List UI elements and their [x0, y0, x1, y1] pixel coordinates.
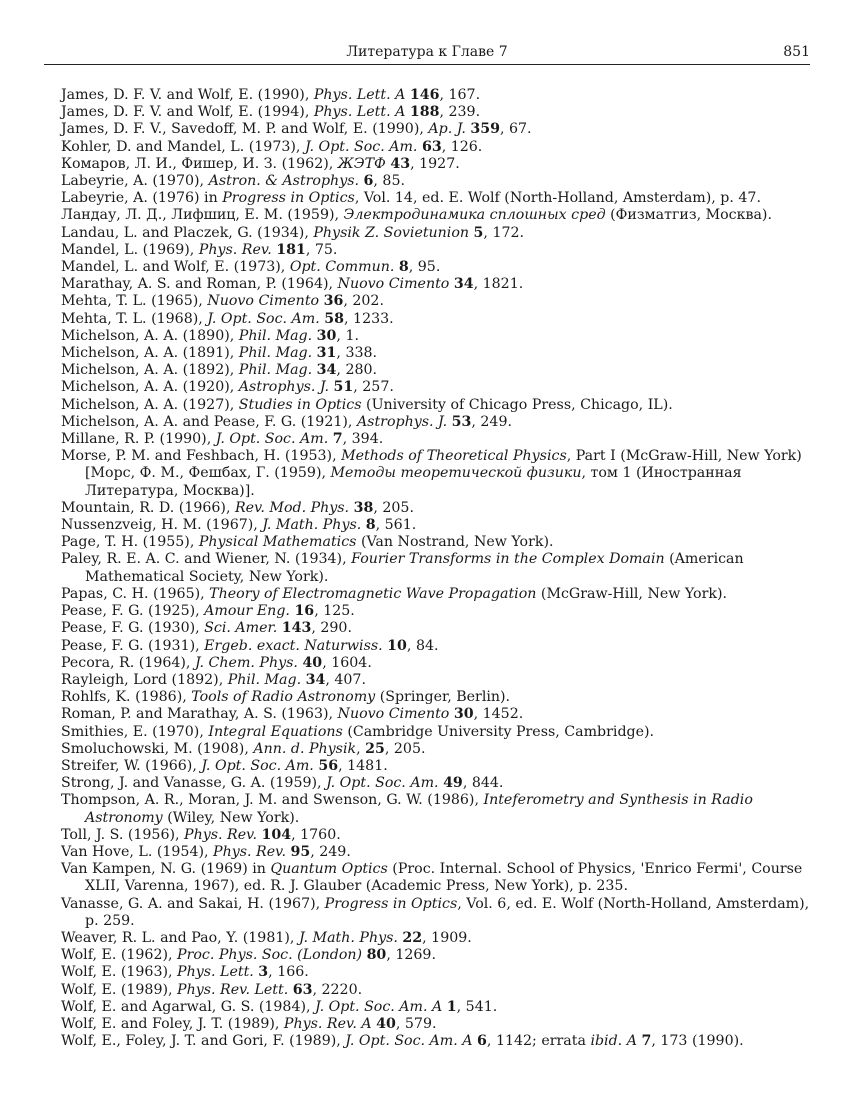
- reference-volume: 16: [294, 603, 315, 620]
- reference-journal: Ergeb. exact. Naturwiss.: [204, 637, 383, 654]
- reference-journal: Phil. Mag.: [238, 362, 313, 379]
- reference-text: , 1233.: [344, 310, 394, 327]
- reference-text: Van Hove, L. (1954),: [61, 843, 214, 860]
- reference-text: (Физматгиз, Москва).: [605, 207, 772, 224]
- reference-text: , Part I (McGraw-Hill, New York) [Морс, Ф. М., Фешбах, Г. (1959),: [85, 448, 802, 482]
- reference-volume: 181: [276, 241, 306, 258]
- reference-text: , 257.: [353, 379, 394, 396]
- reference-volume: 34: [453, 276, 474, 293]
- reference-text: , 1927.: [410, 155, 460, 172]
- reference-entry: [61, 345, 821, 362]
- reference-text: (Van Nostrand, New York).: [356, 534, 554, 551]
- reference-text: , 202.: [343, 293, 384, 310]
- reference-text: (American Mathematical Society, New York).: [85, 551, 744, 585]
- reference-text: Michelson, A. A. (1890),: [61, 327, 239, 344]
- reference-journal: Phys. Rev. A: [283, 1015, 372, 1032]
- reference-entry: [61, 964, 821, 981]
- reference-text: , 1452.: [473, 706, 524, 723]
- reference-text: Mandel, L. (1969),: [61, 241, 199, 258]
- reference-text: , 541.: [456, 998, 498, 1015]
- reference-entry: [61, 328, 821, 345]
- reference-text: , 1604.: [322, 654, 372, 671]
- page-header-title: Литература к Главе 7: [346, 44, 508, 60]
- reference-text: , 249.: [471, 413, 512, 430]
- reference-text: , 84.: [406, 637, 439, 654]
- reference-text: , 1.: [336, 327, 359, 344]
- reference-text: Mehta, T. L. (1968),: [61, 310, 208, 327]
- reference-volume: 34: [305, 671, 326, 688]
- reference-volume: 8: [398, 259, 409, 276]
- reference-text: , 394.: [342, 431, 384, 448]
- reference-volume: 30: [453, 706, 474, 723]
- reference-text: , Vol. 14, ed. E. Wolf (North-Holland, Amsterdam), p. 47.: [354, 190, 761, 207]
- reference-journal: Theory of Electromagnetic Wave Propagation: [209, 585, 537, 602]
- reference-journal: Astron. & Astrophys.: [208, 173, 360, 190]
- reference-text: Morse, P. M. and Feshbach, H. (1953),: [61, 448, 342, 465]
- reference-text: , 205.: [384, 740, 426, 757]
- reference-text: Pease, F. G. (1925),: [61, 603, 205, 620]
- reference-text: Page, T. H. (1955),: [61, 534, 199, 551]
- reference-journal: Quantum Optics: [270, 861, 388, 878]
- reference-entry: [61, 551, 821, 585]
- reference-journal: Opt. Commun.: [289, 259, 395, 276]
- reference-journal: Phil. Mag.: [227, 671, 302, 688]
- reference-text: Mountain, R. D. (1966),: [61, 499, 235, 516]
- reference-journal: Электродинамика сплошных сред: [343, 207, 606, 224]
- reference-volume: 6: [477, 1033, 487, 1050]
- reference-entry: [61, 672, 821, 689]
- reference-text: , 579.: [395, 1015, 437, 1032]
- reference-entry: [61, 741, 821, 758]
- reference-text: Papas, C. H. (1965),: [61, 585, 210, 602]
- reference-entry: [61, 397, 821, 414]
- reference-text: , 173 (1990).: [651, 1033, 744, 1050]
- reference-volume: 8: [365, 517, 376, 534]
- reference-text: (Springer, Berlin).: [375, 689, 511, 706]
- reference-text: James, D. F. V. and Wolf, E. (1990),: [61, 87, 314, 103]
- reference-text: , 290.: [311, 620, 352, 637]
- reference-journal: Progress in Optics: [222, 190, 355, 207]
- reference-text: Wolf, E., Foley, J. T. and Gori, F. (1989),: [61, 1033, 346, 1050]
- reference-text: James, D. F. V., Savedoff, M. P. and Wolf, E. (1990),: [61, 121, 429, 138]
- reference-text: Mandel, L. and Wolf, E. (1973),: [61, 259, 290, 276]
- page-number: 851: [783, 44, 810, 60]
- reference-entry: [61, 379, 821, 396]
- reference-text: , Vol. 6, ed. E. Wolf (North-Holland, Amsterdam), p. 259.: [85, 895, 810, 929]
- reference-entry: [61, 999, 821, 1016]
- reference-volume: 58: [324, 310, 345, 327]
- reference-entry: [61, 431, 821, 448]
- reference-journal: Phil. Mag.: [238, 327, 313, 344]
- reference-text: Van Kampen, N. G. (1969) in: [61, 861, 271, 878]
- reference-journal: Ap. J.: [428, 121, 466, 138]
- reference-entry: [61, 947, 821, 964]
- reference-entry: [61, 1033, 821, 1050]
- reference-entry: [61, 242, 821, 259]
- reference-volume: 7: [641, 1033, 652, 1050]
- reference-entry: [61, 225, 821, 242]
- reference-text: Smithies, E. (1970),: [61, 723, 209, 740]
- reference-text: Roman, P. and Marathay, A. S. (1963),: [61, 706, 338, 723]
- reference-entry: [61, 190, 821, 207]
- reference-text: Michelson, A. A. (1920),: [61, 379, 239, 396]
- reference-entry: [61, 534, 821, 551]
- reference-journal: Studies in Optics: [238, 396, 362, 413]
- reference-entry: [61, 121, 821, 138]
- reference-volume: 40: [302, 654, 323, 671]
- reference-text: , 125.: [314, 603, 355, 620]
- reference-text: , 1269.: [386, 947, 436, 964]
- reference-text: (McGraw-Hill, New York).: [536, 585, 728, 602]
- reference-journal: Sci. Amer.: [204, 620, 278, 637]
- reference-text: Strong, J. and Vanasse, G. A. (1959),: [61, 775, 327, 792]
- reference-text: , 95.: [408, 259, 441, 276]
- reference-text: Millane, R. P. (1990),: [61, 431, 216, 448]
- reference-journal: Phys. Rev. Lett.: [177, 981, 289, 998]
- reference-entry: [61, 603, 821, 620]
- reference-entry: [61, 638, 821, 655]
- reference-journal: Nuovo Cimento: [337, 276, 450, 293]
- reference-journal: Phys. Rev.: [198, 241, 272, 258]
- reference-journal: J. Math. Phys.: [262, 517, 362, 534]
- reference-text: Wolf, E. and Agarwal, G. S. (1984),: [61, 998, 316, 1015]
- reference-volume: 5: [473, 224, 484, 241]
- reference-text: Weaver, R. L. and Pao, Y. (1981),: [61, 929, 299, 946]
- reference-journal: Astrophys. J.: [238, 379, 329, 396]
- reference-volume: 63: [292, 981, 313, 998]
- reference-volume: 25: [365, 740, 385, 757]
- reference-text: Vanasse, G. A. and Sakai, H. (1967),: [61, 895, 325, 912]
- reference-text: (Wiley, New York).: [162, 809, 300, 826]
- reference-entry: [61, 259, 821, 276]
- reference-text: Streifer, W. (1966),: [61, 757, 202, 774]
- reference-text: , 561.: [375, 517, 417, 534]
- reference-text: , 2220.: [312, 981, 363, 998]
- reference-journal: Ann. d. Physik: [253, 740, 357, 757]
- reference-text: , 249.: [310, 843, 351, 860]
- reference-text: Kohler, D. and Mandel, L. (1973),: [61, 138, 305, 155]
- reference-entry: [61, 414, 821, 431]
- reference-text: Комаров, Л. И., Фишер, И. З. (1962),: [61, 155, 338, 172]
- reference-volume: 30: [316, 327, 337, 344]
- reference-entry: [61, 706, 821, 723]
- reference-journal: Astrophys. J.: [356, 413, 448, 430]
- reference-entry: [61, 87, 821, 104]
- reference-entry: [61, 724, 821, 741]
- reference-volume: 104: [261, 826, 292, 843]
- reference-journal: Proc. Phys. Soc. (London): [177, 947, 363, 964]
- reference-journal: J. Math. Phys.: [298, 929, 398, 946]
- reference-text: Rohlfs, K. (1986),: [61, 689, 192, 706]
- reference-journal: Rev. Mod. Phys.: [234, 499, 350, 516]
- reference-text: Mehta, T. L. (1965),: [61, 293, 208, 310]
- reference-entry: [61, 517, 821, 534]
- reference-text: , 205.: [373, 499, 414, 516]
- reference-text: , 239.: [439, 104, 481, 121]
- reference-volume: 56: [318, 757, 339, 774]
- reference-entry: [61, 139, 821, 156]
- reference-text: (Cambridge University Press, Cambridge).: [342, 723, 655, 740]
- reference-journal: Fourier Transforms in the Complex Domain: [351, 551, 665, 568]
- reference-entry: [61, 173, 821, 190]
- reference-journal: ibid. A: [590, 1033, 637, 1050]
- reference-text: , 167.: [439, 87, 481, 103]
- reference-journal: Phys. Lett. A: [313, 87, 406, 103]
- reference-journal: ЖЭТФ: [337, 155, 386, 172]
- reference-journal: Phys. Lett.: [177, 964, 254, 981]
- reference-text: ,: [356, 740, 366, 757]
- reference-entry: [61, 448, 821, 500]
- reference-text: , 85.: [373, 173, 405, 190]
- reference-text: , 166.: [268, 964, 309, 981]
- reference-text: Wolf, E. and Foley, J. T. (1989),: [61, 1015, 284, 1032]
- reference-entry: [61, 792, 821, 826]
- reference-text: , том 1 (Иностранная Литература, Москва)].: [85, 465, 742, 499]
- reference-entry: [61, 1016, 821, 1033]
- reference-text: Toll, J. S. (1956),: [61, 826, 185, 843]
- reference-text: , 407.: [325, 671, 366, 688]
- reference-text: Labeyrie, A. (1976) in: [61, 190, 223, 207]
- reference-journal: Physik Z. Sovietunion: [313, 224, 470, 241]
- reference-text: Pease, F. G. (1930),: [61, 620, 205, 637]
- reference-volume: 53: [451, 413, 472, 430]
- reference-volume: 43: [390, 155, 411, 172]
- reference-volume: 40: [376, 1015, 396, 1032]
- reference-journal: Phys. Rev.: [184, 826, 257, 843]
- reference-volume: 22: [402, 929, 423, 946]
- reference-entry: [61, 362, 821, 379]
- reference-text: Pecora, R. (1964),: [61, 654, 195, 671]
- reference-text: Michelson, A. A. (1927),: [61, 396, 239, 413]
- reference-entry: [61, 104, 821, 121]
- reference-journal: Phys. Rev.: [213, 843, 286, 860]
- reference-journal: Nuovo Cimento: [337, 706, 450, 723]
- reference-journal: J. Opt. Soc. Am. A: [345, 1033, 473, 1050]
- reference-text: , 1909.: [422, 929, 472, 946]
- reference-volume: 3: [258, 964, 269, 981]
- reference-entry: [61, 689, 821, 706]
- reference-entry: [61, 156, 821, 173]
- reference-text: , 172.: [483, 224, 525, 241]
- reference-journal: Nuovo Cimento: [207, 293, 320, 310]
- reference-text: , 844.: [462, 775, 504, 792]
- reference-journal: Методы теоретической физики: [330, 465, 582, 482]
- reference-entry: [61, 982, 821, 999]
- reference-text: , 67.: [499, 121, 532, 138]
- reference-volume: 6: [363, 173, 374, 190]
- reference-journal: J. Chem. Phys.: [194, 654, 298, 671]
- reference-entry: [61, 844, 821, 861]
- reference-entry: [61, 930, 821, 947]
- reference-text: , 1481.: [338, 757, 388, 774]
- reference-volume: 95: [290, 843, 311, 860]
- reference-entry: [61, 207, 821, 224]
- reference-text: Paley, R. E. A. C. and Wiener, N. (1934),: [61, 551, 352, 568]
- reference-volume: 80: [366, 947, 387, 964]
- reference-text: Rayleigh, Lord (1892),: [61, 671, 228, 688]
- reference-entry: [61, 586, 821, 603]
- reference-text: Ландау, Л. Д., Лифшиц, Е. М. (1959),: [61, 207, 344, 224]
- reference-text: , 1142; errata: [486, 1033, 591, 1050]
- reference-text: Thompson, A. R., Moran, J. M. and Swenson, G. W. (1986),: [61, 792, 484, 809]
- reference-text: , 338.: [336, 345, 378, 362]
- reference-entry: [61, 758, 821, 775]
- reference-entry: [61, 775, 821, 792]
- reference-text: Pease, F. G. (1931),: [61, 637, 205, 654]
- reference-journal: Inteferometry and Synthesis in Radio Astronomy: [85, 792, 753, 826]
- reference-text: Wolf, E. (1962),: [61, 947, 178, 964]
- reference-volume: 10: [387, 637, 407, 654]
- reference-text: (Proc. Internal. School of Physics, 'Enrico Fermi', Course XLII, Varenna, 1967), ed. R. J. Glauber (Academic Press, New York), p. 235.: [85, 861, 803, 895]
- reference-journal: Progress in Optics: [324, 895, 458, 912]
- running-header: [44, 38, 810, 65]
- reference-entry: [61, 276, 821, 293]
- reference-text: , 126.: [441, 138, 483, 155]
- reference-text: Smoluchowski, M. (1908),: [61, 740, 254, 757]
- reference-entry: [61, 620, 821, 637]
- reference-journal: J. Opt. Soc. Am.: [207, 310, 320, 327]
- reference-text: Michelson, A. A. and Pease, F. G. (1921),: [61, 413, 357, 430]
- reference-journal: J. Opt. Soc. Am.: [326, 775, 439, 792]
- reference-entry: [61, 311, 821, 328]
- reference-text: , 280.: [336, 362, 378, 379]
- reference-volume: 38: [353, 499, 374, 516]
- reference-text: Nussenzveig, H. M. (1967),: [61, 517, 263, 534]
- reference-journal: Integral Equations: [208, 723, 343, 740]
- reference-volume: 7: [332, 431, 343, 448]
- reference-volume: 1: [446, 998, 457, 1015]
- reference-text: James, D. F. V. and Wolf, E. (1994),: [61, 104, 314, 121]
- reference-journal: J. Opt. Soc. Am.: [201, 757, 314, 774]
- reference-text: Wolf, E. (1989),: [61, 981, 178, 998]
- reference-entry: [61, 655, 821, 672]
- reference-journal: J. Opt. Soc. Am.: [304, 138, 418, 155]
- reference-journal: J. Opt. Soc. Am. A: [315, 998, 443, 1015]
- reference-volume: 49: [443, 775, 463, 792]
- reference-entry: [61, 500, 821, 517]
- reference-volume: 36: [323, 293, 344, 310]
- reference-text: Wolf, E. (1963),: [61, 964, 178, 981]
- reference-volume: 146: [409, 87, 440, 103]
- reference-volume: 31: [316, 345, 337, 362]
- reference-volume: 188: [409, 104, 440, 121]
- reference-list: [61, 87, 821, 1050]
- reference-journal: Amour Eng.: [204, 603, 290, 620]
- reference-text: Labeyrie, A. (1970),: [61, 173, 209, 190]
- reference-text: , 1760.: [291, 826, 341, 843]
- reference-journal: Tools of Radio Astronomy: [191, 689, 376, 706]
- reference-volume: 34: [316, 362, 337, 379]
- reference-journal: J. Opt. Soc. Am.: [215, 431, 329, 448]
- reference-entry: [61, 861, 821, 895]
- reference-text: , 75.: [305, 241, 338, 258]
- reference-text: Michelson, A. A. (1891),: [61, 345, 239, 362]
- reference-volume: 51: [333, 379, 354, 396]
- reference-text: Michelson, A. A. (1892),: [61, 362, 239, 379]
- reference-text: Landau, L. and Placzek, G. (1934),: [61, 224, 314, 241]
- reference-journal: Phys. Lett. A: [313, 104, 406, 121]
- reference-journal: Phil. Mag.: [238, 345, 313, 362]
- reference-journal: Methods of Theoretical Physics: [341, 448, 567, 465]
- reference-journal: Physical Mathematics: [198, 534, 357, 551]
- reference-text: (University of Chicago Press, Chicago, IL).: [361, 396, 673, 413]
- reference-volume: 63: [421, 138, 442, 155]
- reference-entry: [61, 896, 821, 930]
- reference-volume: 359: [470, 121, 500, 138]
- reference-volume: 143: [281, 620, 312, 637]
- reference-text: , 1821.: [473, 276, 524, 293]
- reference-entry: [61, 293, 821, 310]
- reference-entry: [61, 827, 821, 844]
- reference-text: Marathay, A. S. and Roman, P. (1964),: [61, 276, 338, 293]
